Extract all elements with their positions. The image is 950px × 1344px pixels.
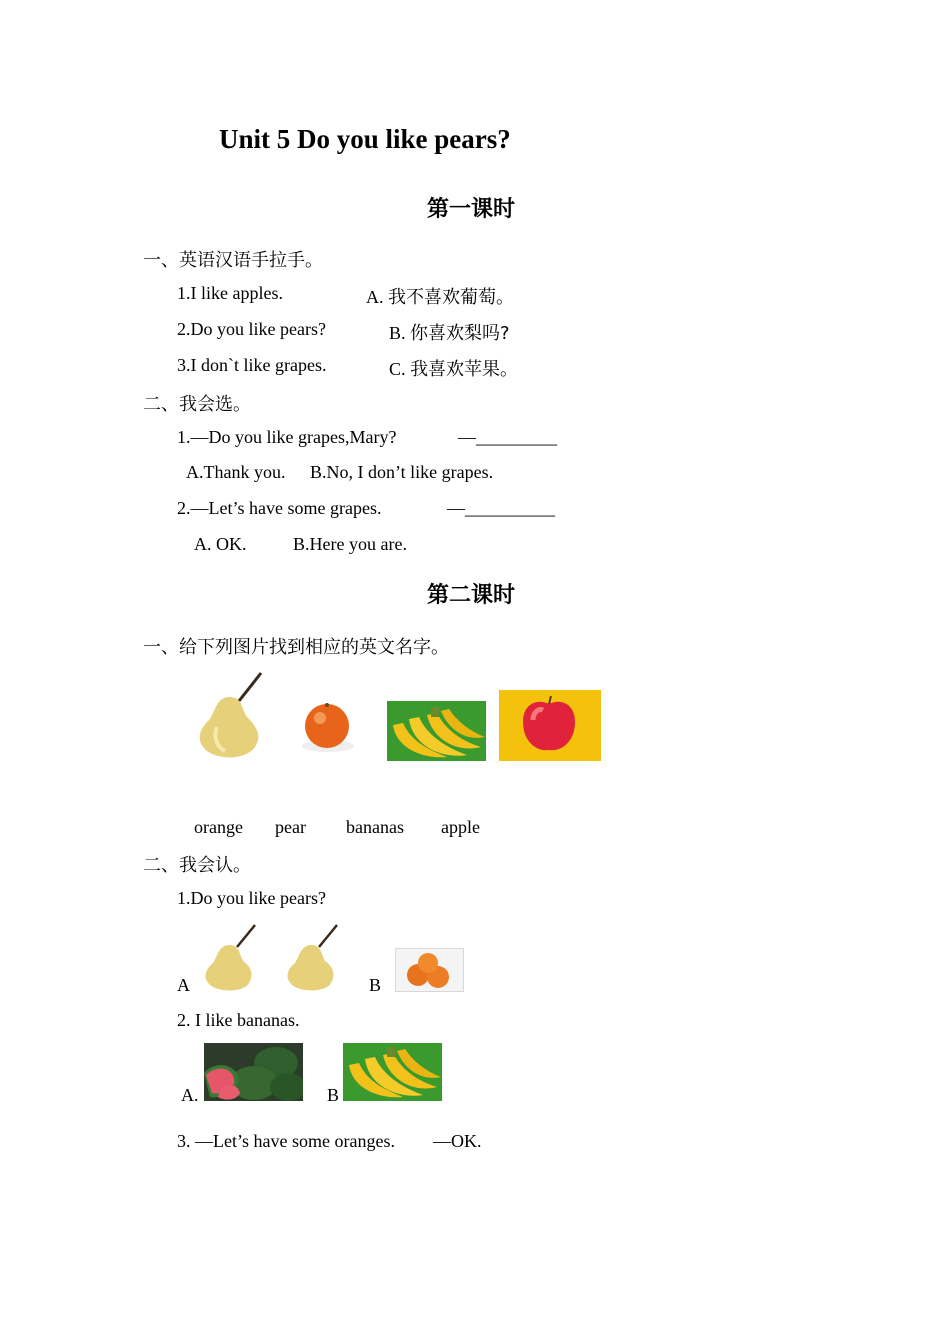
section-matching-heading: 一、英语汉语手拉手。	[143, 250, 323, 271]
matching-right-letter: C.	[389, 359, 406, 379]
section-choose-heading: 二、我会选。	[143, 394, 251, 415]
lesson-1-heading: 第一课时	[427, 197, 516, 222]
bananas-image	[387, 701, 486, 761]
recognize-q1-label-a: A	[177, 975, 190, 995]
recognize-q2-question: 2. I like bananas.	[177, 1010, 300, 1030]
matching-right-text: 我不喜欢葡萄。	[388, 287, 514, 308]
choose-q1-option-a: A.Thank you.	[186, 462, 286, 482]
matching-right-letter: A.	[366, 287, 384, 307]
matching-right-text: 我喜欢苹果。	[410, 359, 519, 380]
two-pears-image	[195, 921, 354, 992]
choose-q2-question: 2.—Let’s have some grapes.	[177, 498, 382, 518]
recognize-q3-question: 3. —Let’s have some oranges.	[177, 1131, 395, 1151]
word-option-1: orange	[194, 817, 243, 837]
matching-right-item-c	[389, 355, 518, 381]
orange-image	[280, 690, 372, 760]
recognize-q2-label-b: B	[327, 1085, 340, 1105]
recognize-q1-label-b: B	[369, 975, 382, 995]
word-option-3: bananas	[346, 817, 404, 837]
watermelons-image	[204, 1043, 303, 1101]
lesson-2-heading: 第二课时	[427, 583, 516, 608]
matching-left-item-3: 3.I don`t like grapes.	[177, 355, 327, 375]
choose-q2-blank[interactable]: —__________	[447, 498, 555, 518]
matching-right-item-b	[389, 319, 510, 345]
word-option-4: apple	[441, 817, 480, 837]
recognize-q1-question: 1.Do you like pears?	[177, 888, 326, 908]
choose-q1-option-b: B.No, I don’t like grapes.	[310, 462, 494, 482]
recognize-q2-label-a: A.	[181, 1085, 199, 1105]
section-recognize-heading: 二、我会认。	[143, 855, 251, 876]
oranges-image	[395, 948, 464, 992]
matching-left-item-2: 2.Do you like pears?	[177, 319, 326, 339]
recognize-q3-answer: —OK.	[433, 1131, 482, 1151]
matching-left-item-1: 1.I like apples.	[177, 283, 283, 303]
bananas-image-2	[343, 1043, 442, 1101]
matching-right-letter: B.	[389, 323, 406, 343]
choose-q1-question: 1.—Do you like grapes,Mary?	[177, 427, 397, 447]
apple-image	[499, 690, 601, 761]
page-title: Unit 5 Do you like pears?	[219, 124, 511, 154]
choose-q2-option-b: B.Here you are.	[293, 534, 407, 554]
word-option-2: pear	[275, 817, 306, 837]
choose-q1-blank[interactable]: —_________	[458, 427, 557, 447]
pear-image	[177, 667, 276, 760]
matching-right-text: 你喜欢梨吗?	[410, 323, 510, 344]
section-picture-names-heading: 一、给下列图片找到相应的英文名字。	[143, 637, 449, 658]
matching-right-item-a	[366, 283, 514, 309]
choose-q2-option-a: A. OK.	[194, 534, 247, 554]
